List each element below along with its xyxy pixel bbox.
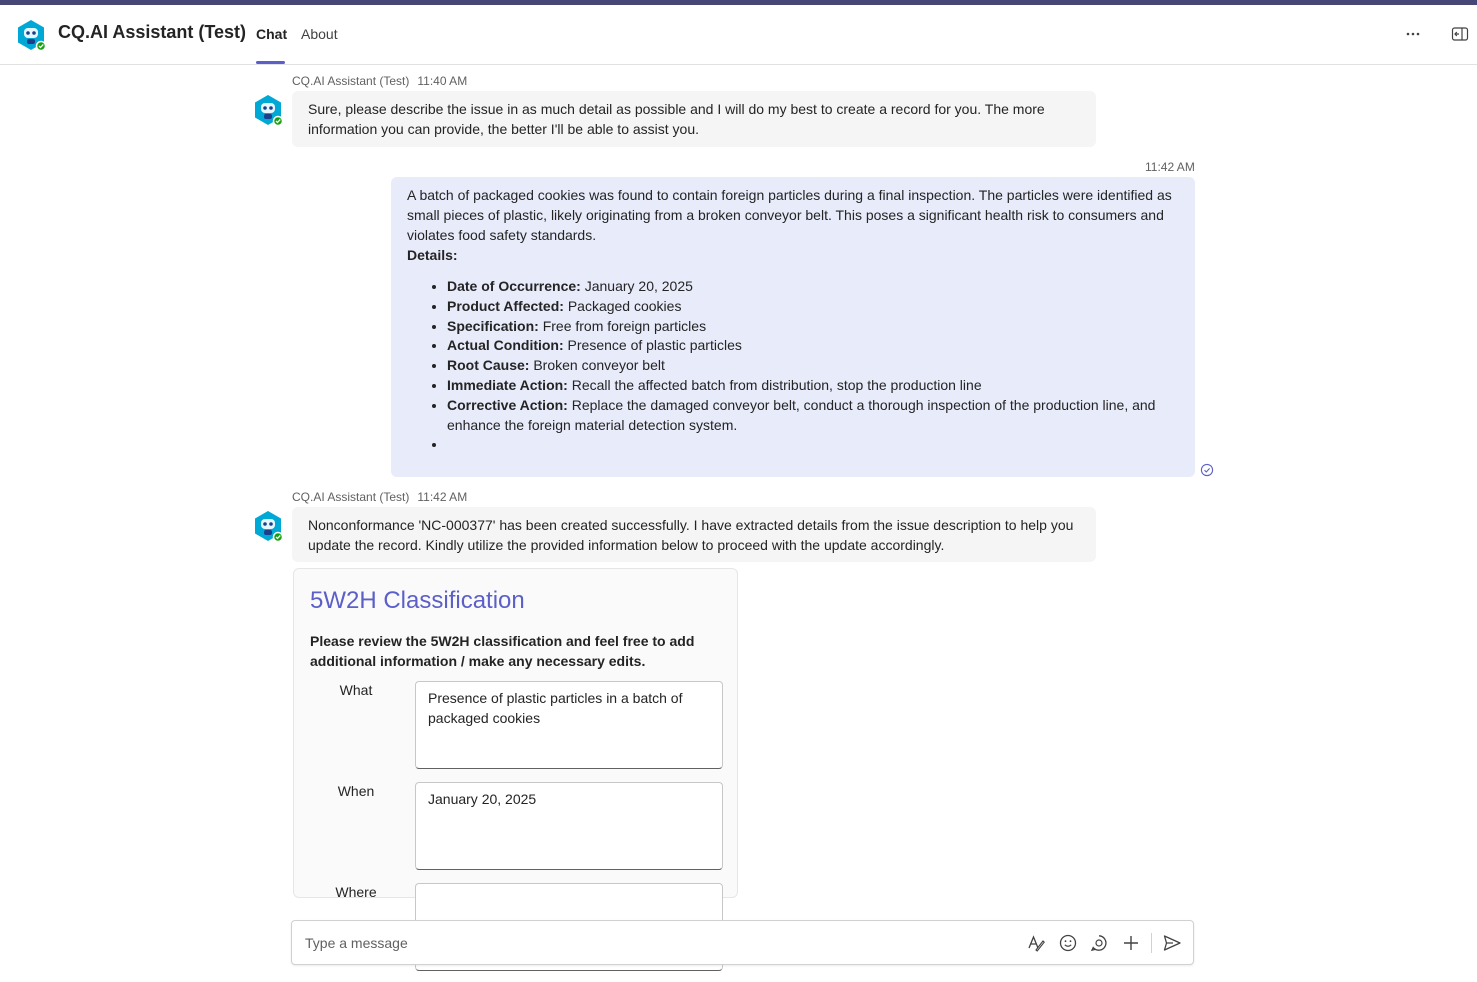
- sender-name: CQ.AI Assistant (Test): [292, 490, 410, 504]
- bot-avatar-icon[interactable]: [252, 510, 284, 542]
- card-title: 5W2H Classification: [310, 587, 525, 614]
- read-receipt-icon: [1200, 463, 1214, 477]
- message-composer: [291, 920, 1194, 965]
- list-item: [447, 396, 1179, 436]
- message-bubble-incoming[interactable]: [292, 507, 1096, 562]
- emoji-icon: [1058, 933, 1078, 953]
- details-list: [447, 277, 1179, 455]
- message-text: Nonconformance 'NC-000377' has been created successfully. I have extracted details from the issue description to help you update the record. Kindly utilize the provided information below to proceed with the update accordingly.: [308, 517, 1074, 553]
- send-button[interactable]: [1161, 932, 1183, 954]
- detail-label: Actual Condition:: [447, 337, 564, 354]
- open-side-panel-icon: [1451, 25, 1469, 43]
- tab-chat[interactable]: Chat: [256, 26, 288, 42]
- detail-value: Packaged cookies: [567, 297, 682, 314]
- detail-label: Immediate Action:: [447, 376, 568, 393]
- bot-avatar-icon[interactable]: [252, 94, 284, 126]
- chat-thread[interactable]: [0, 66, 1477, 900]
- format-button[interactable]: [1025, 932, 1047, 954]
- message-bubble-outgoing[interactable]: [391, 177, 1195, 477]
- detail-label: Date of Occurrence:: [447, 278, 581, 294]
- message-time: 11:42 AM: [1145, 160, 1195, 174]
- list-item: [447, 297, 1179, 317]
- message-bubble-incoming[interactable]: [292, 91, 1096, 147]
- detail-value: Broken conveyor belt: [533, 357, 665, 374]
- message-input[interactable]: [305, 933, 1005, 953]
- list-item: [447, 336, 1179, 356]
- detail-label: Product Affected:: [447, 297, 564, 314]
- detail-value: Presence of plastic particles: [567, 337, 742, 354]
- open-side-panel-button[interactable]: [1449, 23, 1471, 45]
- message-text: Sure, please describe the issue in as much detail as possible and I will do my best to create a record for you. The more information you can provide, the better I'll be able to assist you.: [308, 101, 1045, 137]
- sender-name: CQ.AI Assistant (Test): [292, 74, 410, 88]
- message-time: 11:40 AM: [417, 74, 468, 88]
- message-text: A batch of packaged cookies was found to contain foreign particles during a final inspection. The particles were identified as small pieces of plastic, likely originating from a broken conveyor belt. This poses a significant health risk to consumers and violates food safety standards.: [407, 187, 1172, 243]
- when-field[interactable]: January 20, 2025: [415, 782, 723, 870]
- format-icon: [1026, 933, 1046, 953]
- attach-button[interactable]: [1120, 932, 1142, 954]
- list-item: [447, 317, 1179, 337]
- message-time: 11:42 AM: [417, 490, 468, 504]
- detail-value: Replace the damaged conveyor belt, conduct a thorough inspection of the production line, and enhance the foreign material detection system.: [447, 396, 1156, 433]
- chat-header: [0, 5, 1477, 65]
- tab-about[interactable]: About: [301, 26, 338, 42]
- attach-plus-icon: [1121, 933, 1141, 953]
- field-label-what: What: [339, 682, 373, 698]
- detail-value: Free from foreign particles: [542, 317, 707, 334]
- list-item: [447, 376, 1179, 396]
- message-meta: [292, 74, 467, 88]
- detail-value: Recall the affected batch from distribution, stop the production line: [571, 376, 982, 393]
- detail-value: January 20, 2025: [584, 278, 693, 294]
- app-title: CQ.AI Assistant (Test): [58, 22, 247, 42]
- more-horizontal-icon: [1405, 26, 1421, 42]
- list-item: [447, 356, 1179, 376]
- classification-card: [293, 568, 738, 898]
- card-description: Please review the 5W2H classification and feel free to add additional information / make any necessary edits.: [310, 633, 695, 669]
- loop-button[interactable]: [1088, 932, 1110, 954]
- field-label-when: When: [337, 783, 375, 799]
- more-options-button[interactable]: [1402, 23, 1424, 45]
- message-meta: [292, 490, 467, 504]
- composer-divider: [1151, 933, 1152, 953]
- detail-label: Specification:: [447, 317, 539, 334]
- list-item: [447, 435, 1179, 455]
- list-item: [447, 277, 1179, 297]
- bot-avatar-icon[interactable]: [15, 19, 47, 51]
- active-tab-indicator: [256, 61, 285, 64]
- detail-label: Root Cause:: [447, 357, 530, 374]
- loop-icon: [1089, 933, 1109, 953]
- detail-label: Corrective Action:: [447, 396, 568, 413]
- what-field[interactable]: Presence of plastic particles in a batch of packaged cookies: [415, 681, 723, 769]
- emoji-button[interactable]: [1057, 932, 1079, 954]
- send-icon: [1162, 933, 1182, 953]
- field-label-where: Where: [335, 884, 377, 900]
- details-heading: Details:: [407, 247, 458, 263]
